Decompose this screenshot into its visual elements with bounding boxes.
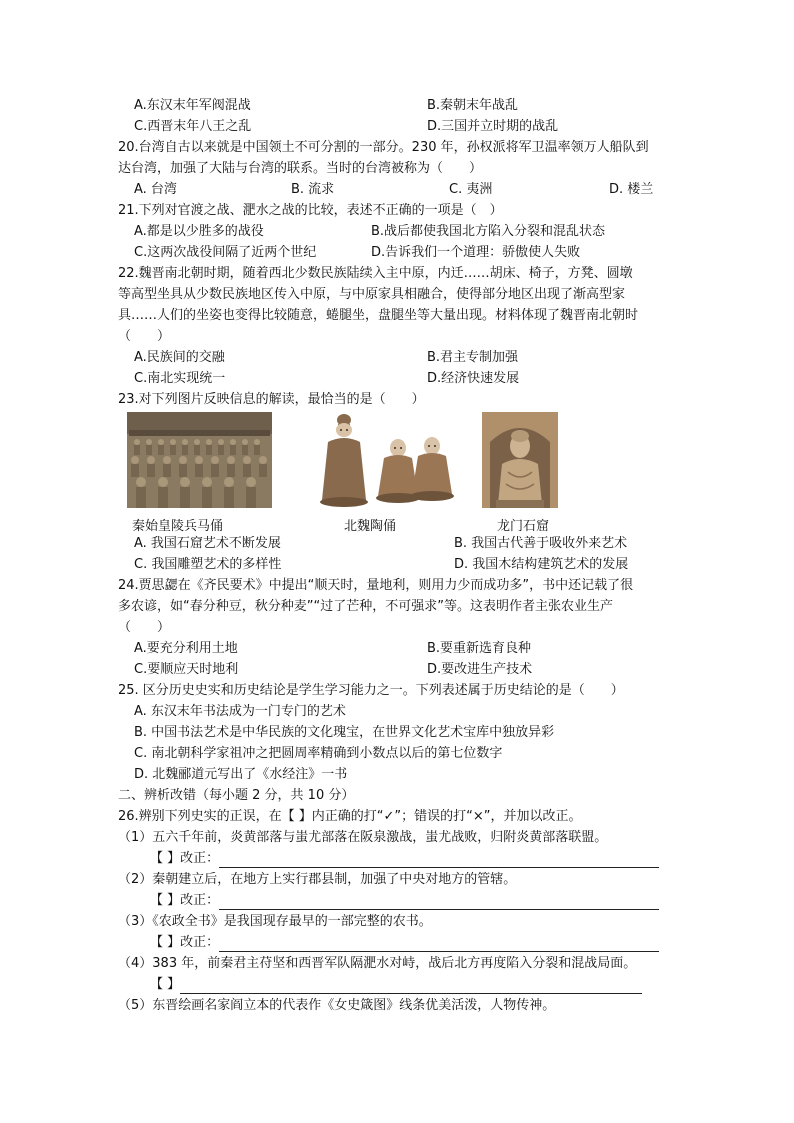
q21-option-c: C.这两次战役间隔了近两个世纪 [134, 245, 317, 260]
q26-instruction: 26.辨别下列史实的正误，在【 】内正确的打“✓”；错误的打“×”，并加以改正。 [118, 809, 582, 824]
caption-longmen-grottoes: 龙门石窟 [497, 519, 550, 534]
q26-item-1: （1）五六千年前，炎黄部落与蚩尤部落在阪泉激战，蚩尤战败，归附炎黄部落联盟。 [118, 830, 608, 845]
section-2-heading: 二、辨析改错（每小题 2 分，共 10 分） [118, 788, 355, 803]
q19-option-c: C.西晋末年八王之乱 [134, 119, 252, 134]
q20-stem-line2: 达台湾，加强了大陆与台湾的联系。当时的台湾被称为（ ） [118, 161, 483, 176]
q21-option-d: D.告诉我们一个道理：骄傲使人失败 [371, 245, 581, 260]
bracket-label: 【 】 [150, 977, 181, 992]
correction-label: 【 】改正： [150, 893, 220, 908]
q22-stem-line2: 等高型坐具从少数民族地区传入中原，与中原家具相融合，使得部分地区出现了渐高型家 [118, 287, 626, 302]
q22-stem-line4: （ ） [118, 329, 171, 344]
q26-correction-1 [150, 850, 659, 868]
caption-northern-wei-figurines: 北魏陶俑 [344, 519, 397, 534]
q19-option-a: A.东汉末年军阀混战 [134, 98, 251, 113]
q23-stem: 23.对下列图片反映信息的解读，最恰当的是（ ） [118, 392, 425, 407]
q26-correction-3 [150, 934, 659, 952]
q20-option-c: C. 夷洲 [449, 182, 493, 197]
q25-option-a: A. 东汉末年书法成为一门专门的艺术 [134, 704, 346, 719]
caption-terracotta-army: 秦始皇陵兵马俑 [132, 519, 224, 534]
q26-item-2: （2）秦朝建立后，在地方上实行郡县制，加强了中央对地方的管辖。 [118, 872, 517, 887]
q21-stem: 21.下列对官渡之战、淝水之战的比较，表述不正确的一项是（ ） [118, 203, 503, 218]
q25-option-b: B. 中国书法艺术是中华民族的文化瑰宝，在世界文化艺术宝库中独放异彩 [134, 725, 555, 740]
q24-option-b: B.要重新选育良种 [427, 641, 532, 656]
terracotta-army-image [127, 412, 272, 508]
q21-option-a: A.都是以少胜多的战役 [134, 224, 264, 239]
q25-option-c: C. 南北朝科学家祖冲之把圆周率精确到小数点以后的第七位数字 [134, 746, 503, 761]
q20-stem-line1: 20.台湾自古以来就是中国领土不可分割的一部分。230 年，孙权派将军卫温率领万人船队到 [118, 140, 649, 155]
q21-option-b: B.战后都使我国北方陷入分裂和混乱状态 [371, 224, 606, 239]
q22-option-d: D.经济快速发展 [427, 371, 520, 386]
northern-wei-figurines-image [314, 412, 456, 508]
correction-label: 【 】改正： [150, 851, 220, 866]
q26-correction-2 [150, 892, 659, 910]
q20-option-a: A. 台湾 [134, 182, 177, 197]
q26-item-3: （3）《农政全书》是我国现存最早的一部完整的农书。 [118, 914, 432, 929]
q26-correction-4 [150, 976, 642, 994]
q25-stem: 25. 区分历史史实和历史结论是学生学习能力之一。下列表述属于历史结论的是（ ） [118, 683, 624, 698]
q22-stem-line3: 具……人们的坐姿也变得比较随意，蜷腿坐，盘腿坐等大量出现。材料体现了魏晋南北朝时 [118, 308, 639, 323]
q22-option-a: A.民族间的交融 [134, 350, 225, 365]
answer-blank[interactable] [219, 937, 659, 952]
q22-option-b: B.君主专制加强 [427, 350, 519, 365]
q19-option-d: D.三国并立时期的战乱 [427, 119, 559, 134]
q20-option-d: D. 楼兰 [609, 182, 654, 197]
answer-blank[interactable] [219, 895, 659, 910]
q25-option-d: D. 北魏郦道元写出了《水经注》一书 [134, 767, 348, 782]
q24-option-a: A.要充分利用土地 [134, 641, 238, 656]
q24-option-d: D.要改进生产技术 [427, 662, 533, 677]
answer-blank[interactable] [219, 853, 659, 868]
q26-item-4: （4）383 年，前秦君主苻坚和西晋军队隔淝水对峙，战后北方再度陷入分裂和混战局面。 [118, 956, 637, 971]
q24-stem-line3: （ ） [118, 620, 171, 635]
q20-option-b: B. 流求 [291, 182, 335, 197]
q26-item-5: （5）东晋绘画名家阎立本的代表作《女史箴图》线条优美活泼，人物传神。 [118, 998, 556, 1013]
q19-option-b: B.秦朝末年战乱 [427, 98, 519, 113]
q22-option-c: C.南北实现统一 [134, 371, 226, 386]
correction-label: 【 】改正： [150, 935, 220, 950]
q23-option-c: C. 我国雕塑艺术的多样性 [134, 557, 282, 572]
q22-stem-line1: 22.魏晋南北朝时期，随着西北少数民族陆续入主中原，内迁……胡床、椅子，方凳、圆墩 [118, 266, 633, 281]
answer-blank[interactable] [180, 979, 642, 994]
q23-option-d: D. 我国木结构建筑艺术的发展 [454, 557, 629, 572]
q24-stem-line1: 24.贾思勰在《齐民要术》中提出“顺天时，量地利，则用力少而成功多”，书中还记载了很 [118, 578, 634, 593]
q23-option-b: B. 我国古代善于吸收外来艺术 [454, 536, 628, 551]
q23-option-a: A. 我国石窟艺术不断发展 [134, 536, 281, 551]
q24-option-c: C.要顺应天时地利 [134, 662, 239, 677]
q24-stem-line2: 多农谚，如“春分种豆，秋分种麦”“过了芒种，不可强求”等。这表明作者主张农业生产 [118, 599, 613, 614]
longmen-grottoes-image [482, 412, 558, 508]
